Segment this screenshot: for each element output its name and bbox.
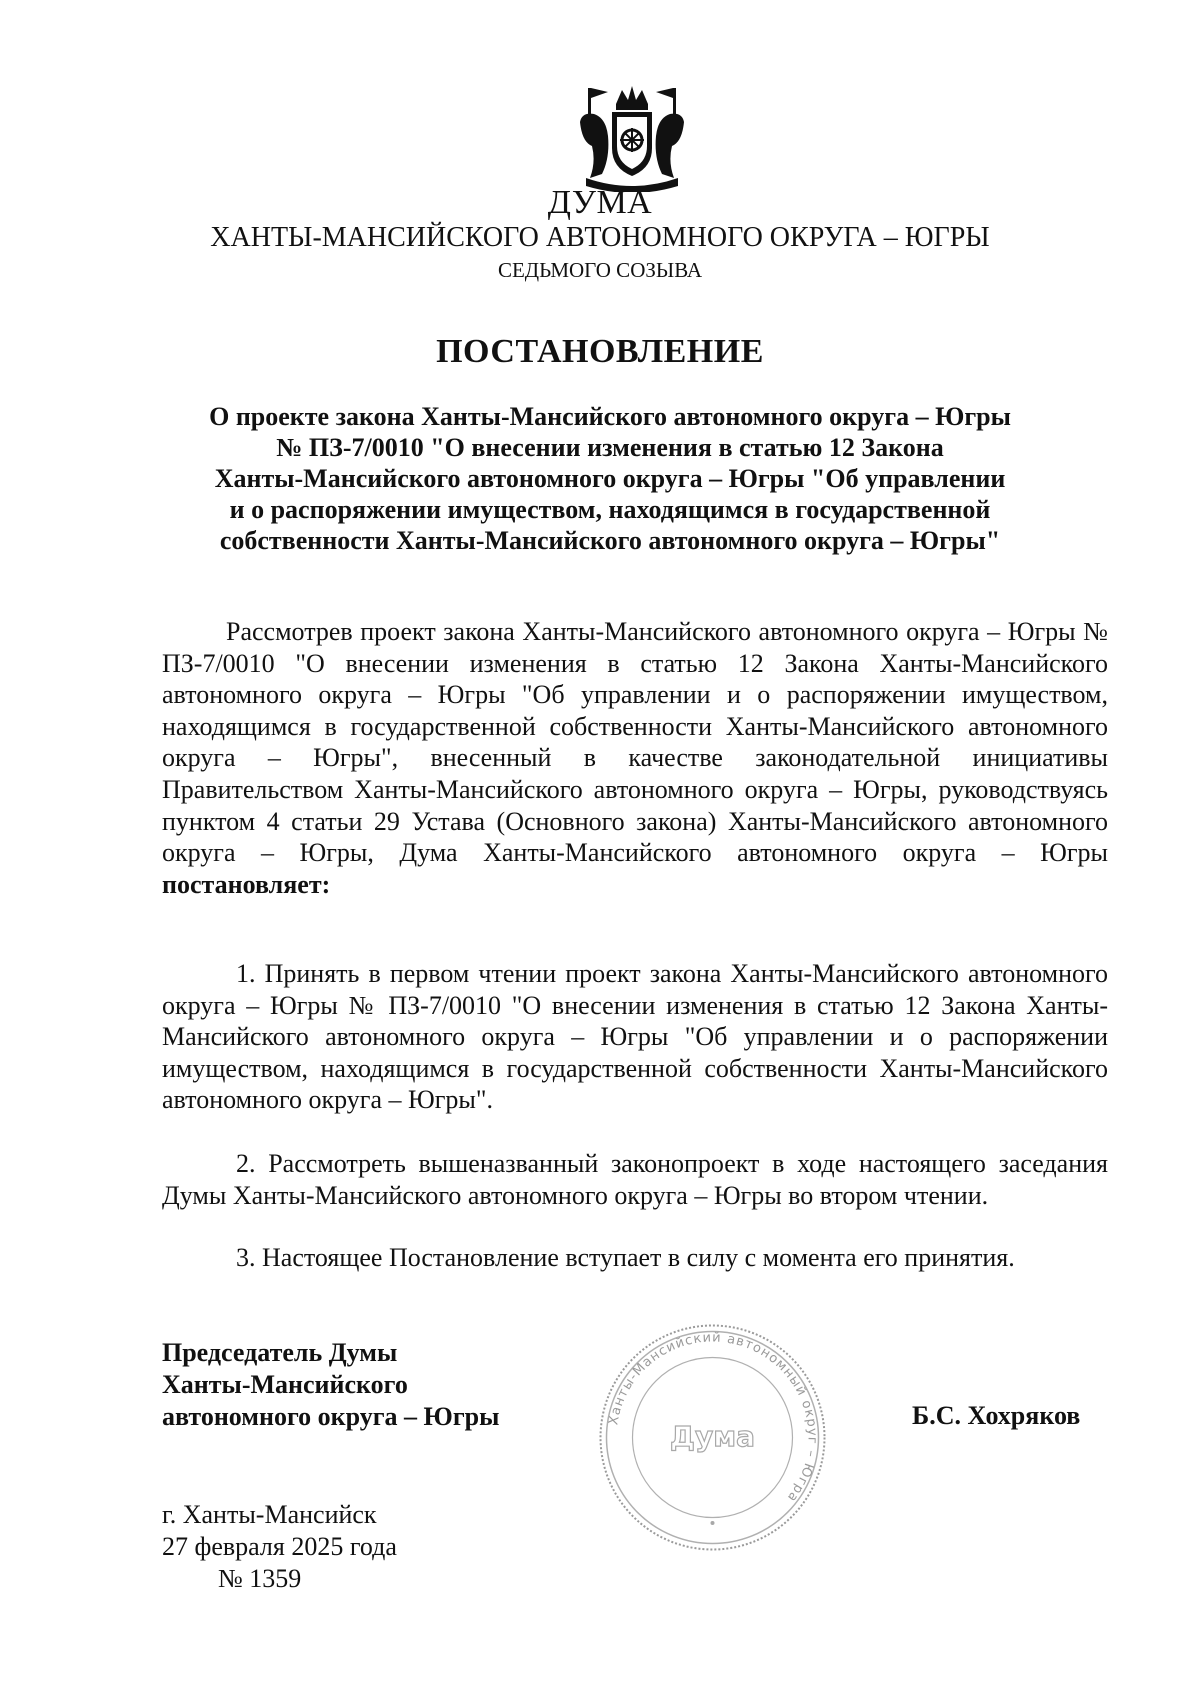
organ-title: ДУМА — [547, 184, 653, 221]
subject-line: О проекте закона Ханты-Мансийского автономного округа – Югры — [209, 402, 1011, 431]
convocation-title: СЕДЬМОГО СОЗЫВА — [497, 258, 703, 282]
resolution-item-2: 2. Рассмотреть вышеназванный законопроект в ходе настоящего заседания Думы Ханты-Мансийского автономного округа – Югры во втором чтении. — [162, 1149, 1108, 1210]
signatory-title-line: автономного округа – Югры — [162, 1402, 500, 1431]
seal-ring-text: Ханты-Мансийский автономный округ – Югра — [606, 1330, 820, 1506]
svg-text:Ханты-Мансийский автономный ок — [606, 1330, 819, 1505]
place-date-number — [162, 1499, 397, 1595]
signatory-title-line: Ханты-Мансийского — [162, 1370, 408, 1399]
subject-line: Ханты-Мансийского автономного округа – Югры "Об управлении — [214, 464, 1006, 493]
signatory-name: Б.С. Хохряков — [912, 1401, 1081, 1430]
resolution-item-3: 3. Настоящее Постановление вступает в силу с момента его принятия. — [236, 1243, 1015, 1272]
document-number: № 1359 — [218, 1564, 302, 1593]
document-subject — [150, 401, 1070, 556]
subject-line: № ПЗ-7/0010 "О внесении изменения в статью 12 Закона — [276, 433, 944, 462]
date: 27 февраля 2025 года — [162, 1532, 397, 1561]
signatory-title — [162, 1337, 499, 1433]
subject-line: собственности Ханты-Мансийского автономного округа – Югры" — [219, 526, 1001, 555]
document-type: ПОСТАНОВЛЕНИЕ — [436, 333, 764, 370]
city: г. Ханты-Мансийск — [162, 1500, 377, 1529]
intro-paragraph — [162, 616, 1108, 900]
region-title: ХАНТЫ-МАНСИЙСКОГО АВТОНОМНОГО ОКРУГА – ЮГРЫ — [210, 222, 990, 253]
official-seal-icon — [595, 1320, 830, 1555]
resolves-keyword: постановляет: — [162, 869, 331, 899]
seal-center-text: Дума — [670, 1420, 755, 1453]
intro-text: Рассмотрев проект закона Ханты-Мансийского автономного округа – Югры № ПЗ-7/0010 "О внесении изменения в статью 12 Закона Ханты-Мансийского автономного округа – Югры "Об управлении и о распоряжении имуществом, находящимся в государственной собственности Ханты-Мансийского автономного округа – Югры", внесенный в качестве законодательной инициативы Правительством Ханты-Мансийского автономного округа – Югры, руководствуясь пунктом 4 статьи 29 Устава (Основного закона) Ханты-Мансийского автономного округа – Югры, Дума Ханты-Мансийского автономного округа – Югры — [162, 617, 1108, 868]
khmao-coat-of-arms-icon — [572, 82, 692, 192]
signatory-title-line: Председатель Думы — [162, 1338, 398, 1367]
resolution-item-1: 1. Принять в первом чтении проект закона Ханты-Мансийского автономного округа – Югры № ПЗ-7/0010 "О внесении изменения в статью 12 Закона Ханты-Мансийского автономного округа – Югры "Об управлении и о распоряжении имуществом, находящимся в государственной собственности Ханты-Мансийского автономного округа – Югры". — [162, 959, 1108, 1115]
subject-line: и о распоряжении имуществом, находящимся в государственной — [229, 495, 991, 524]
